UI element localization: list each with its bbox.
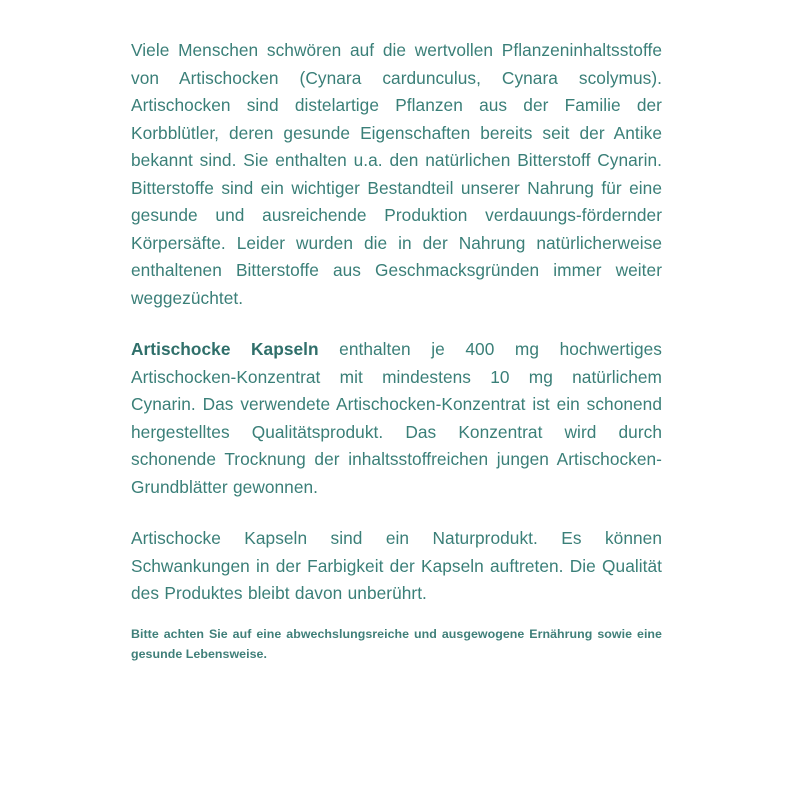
product-paragraph xyxy=(131,336,662,501)
nutrition-note: Bitte achten Sie auf eine abwechslungsreiche und ausgewogene Ernährung sowie eine gesunde Lebensweise. xyxy=(131,626,662,661)
text-column xyxy=(131,37,662,664)
natural-product-paragraph: Artischocke Kapseln sind ein Naturprodukt. Es können Schwankungen in der Farbigkeit der Kapseln auftreten. Die Qualität des Produktes bleibt davon unberührt. xyxy=(131,528,662,603)
product-name-bold: Artischocke Kapseln xyxy=(131,339,319,359)
product-description: enthalten je 400 mg hochwertiges Artischocken-Konzentrat mit mindestens 10 mg natürlichem Cynarin. Das verwendete Artischocken-Konzentrat ist ein schonend hergestelltes Qualitätsprodukt. Das Konzentrat wird durch schonende Trocknung der inhaltsstoffreichen jungen Artischocken-Grundblätter gewonnen. xyxy=(131,339,662,497)
intro-paragraph: Viele Menschen schwören auf die wertvollen Pflanzeninhaltsstoffe von Artischocken (Cynara cardunculus, Cynara scolymus). Artischocken sind distelartige Pflanzen aus der Familie der Korbblütler, deren gesunde Eigenschaften bereits seit der Antike bekannt sind. Sie enthalten u.a. den natürlichen Bitterstoff Cynarin. Bitterstoffe sind ein wichtiger Bestandteil unserer Nahrung für eine gesunde und ausreichende Produktion verdauungs-fördernder Körpersäfte. Leider wurden die in der Nahrung natürlicherweise enthaltenen Bitterstoffe aus Geschmacksgründen immer weiter weggezüchtet. xyxy=(131,40,662,308)
